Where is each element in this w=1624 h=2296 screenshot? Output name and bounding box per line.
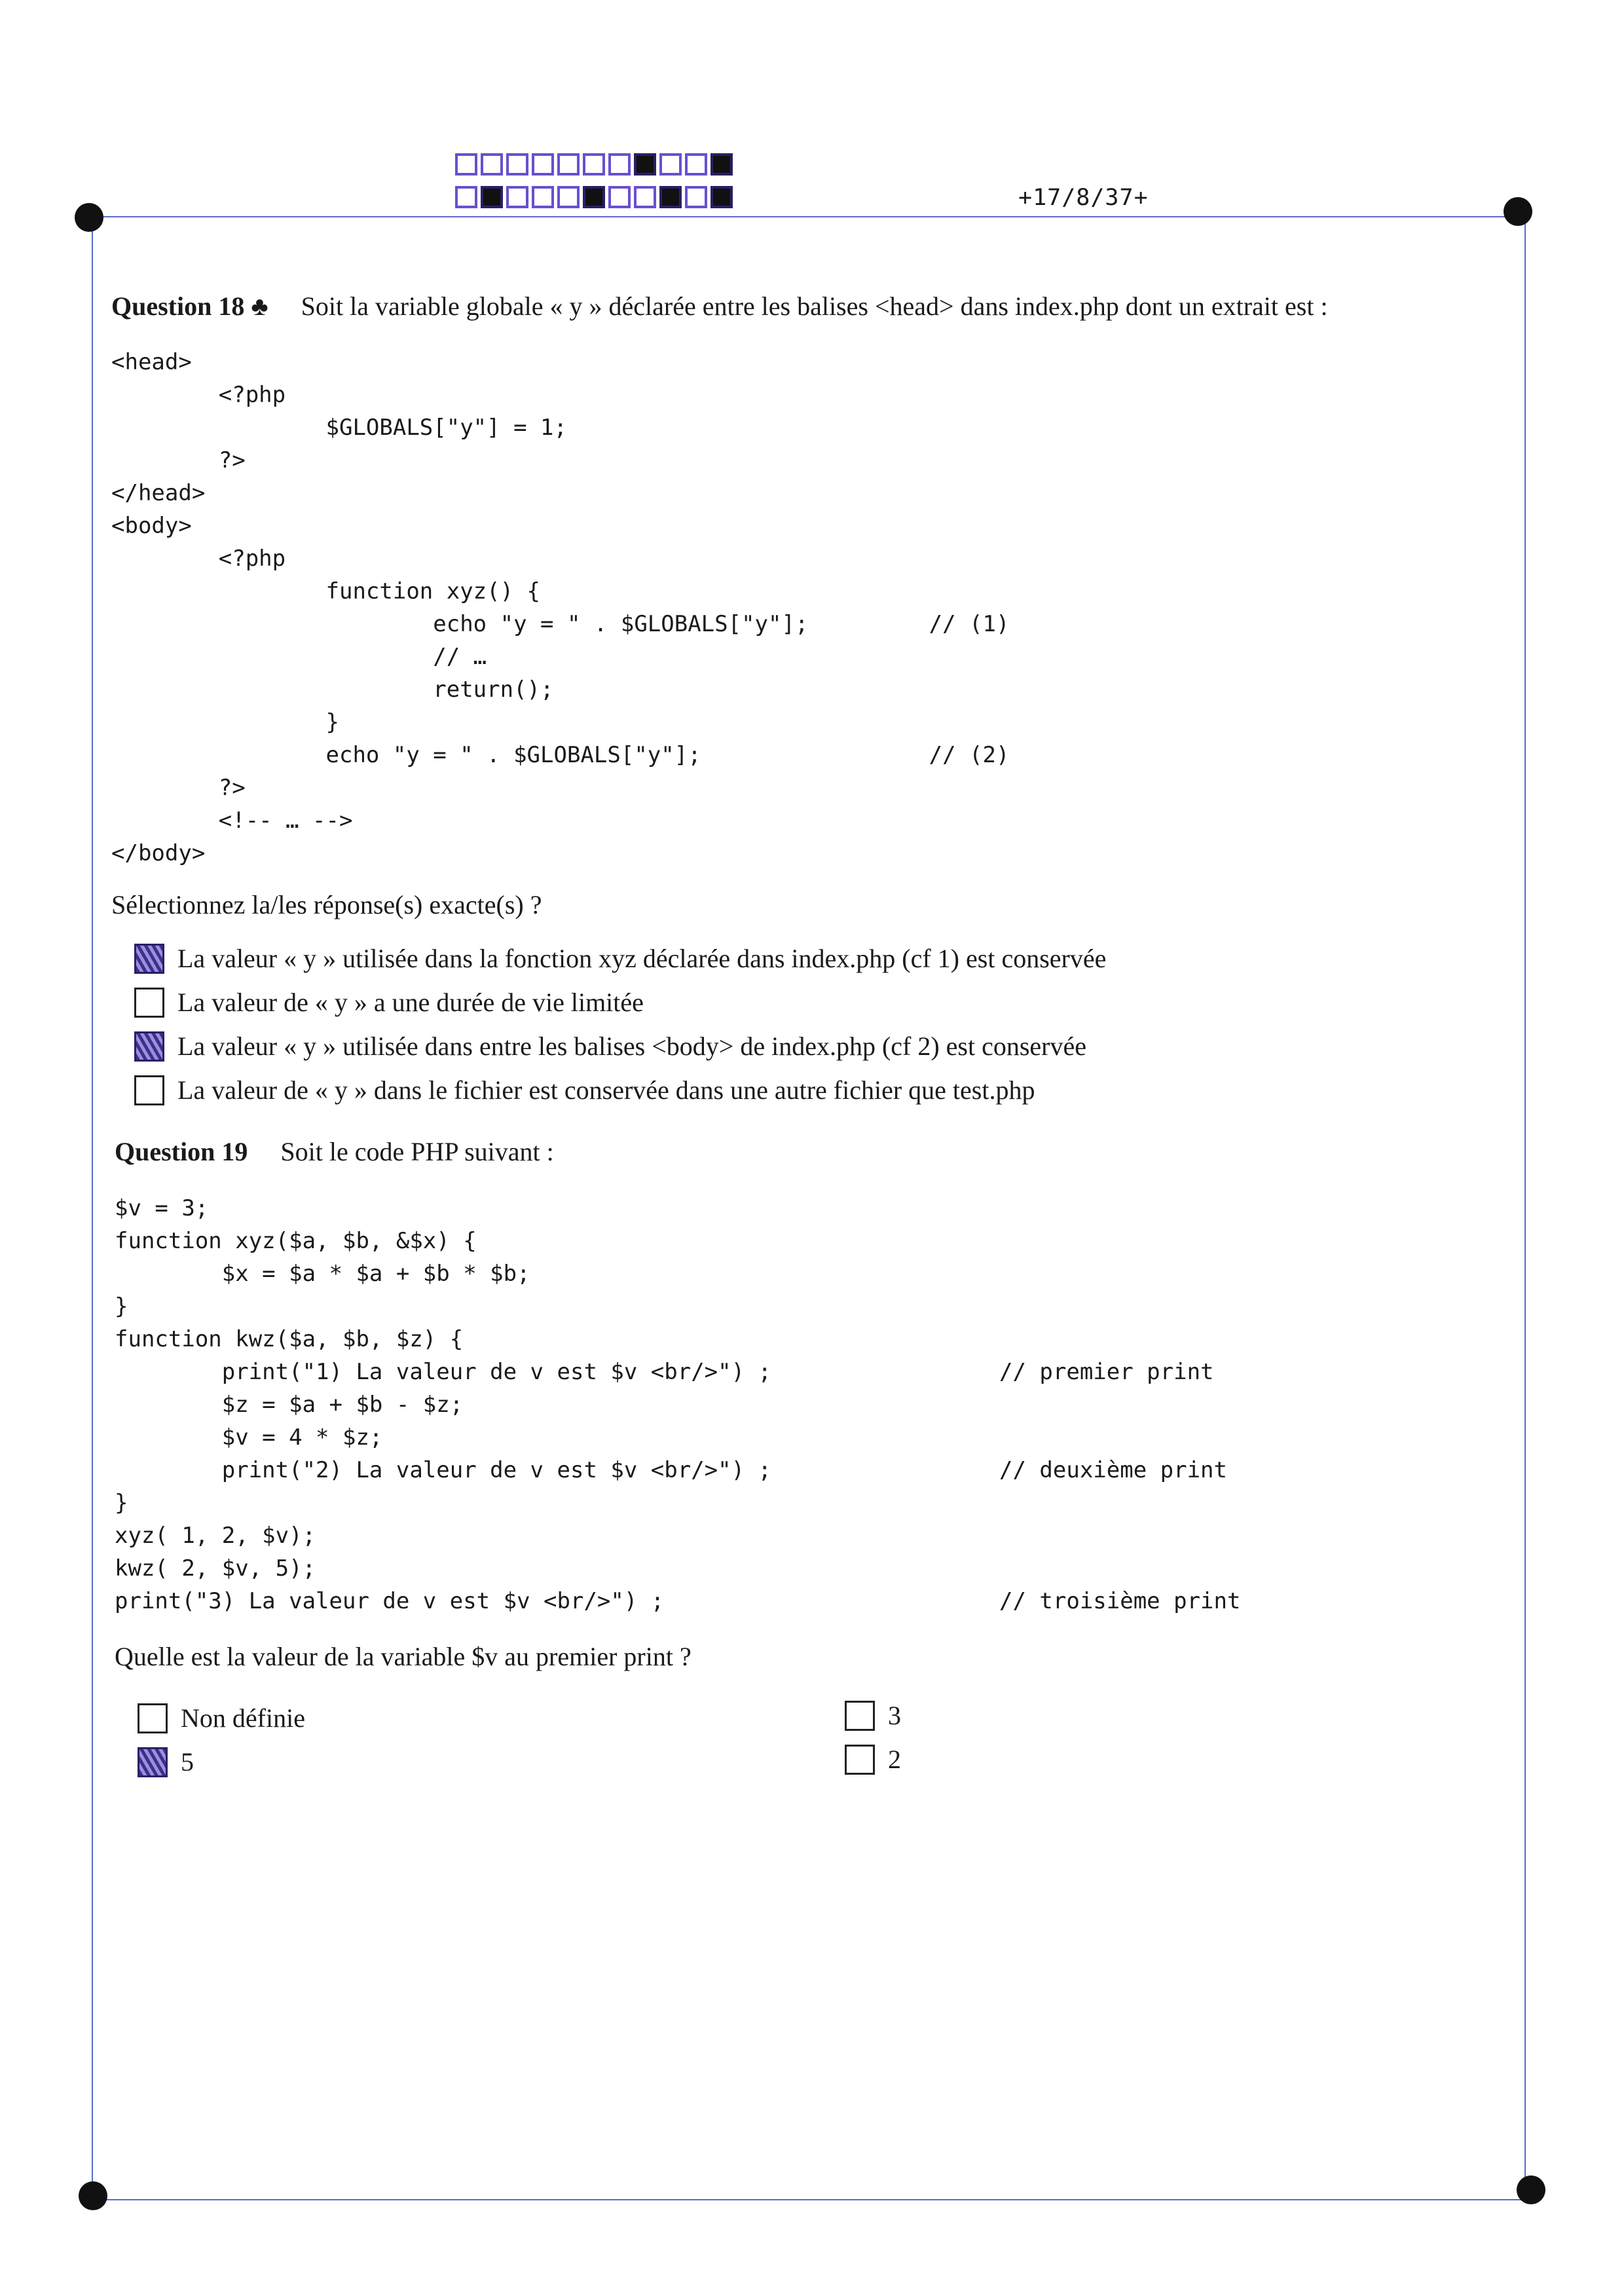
question-18-text: Soit la variable globale « y » déclarée entre les balises <head> dans index.php dont un extrait est :: [301, 291, 1328, 321]
q18-option[interactable]: [134, 1075, 1035, 1105]
question-19-prompt: Quelle est la valeur de la variable $v au premier print ?: [115, 1642, 692, 1671]
barcode-bottom-cell: [634, 186, 656, 208]
sheet-id: +17/8/37+: [1018, 185, 1149, 211]
barcode-top-row: [455, 153, 736, 176]
registration-mark-bottom-right: [1517, 2176, 1545, 2204]
barcode-bottom-cell: [659, 186, 682, 208]
q18-code-line: <?php: [111, 382, 286, 408]
barcode-bottom-cell: [481, 186, 503, 208]
checkbox[interactable]: [138, 1703, 168, 1733]
q19-code-line: $x = $a * $a + $b * $b;: [115, 1261, 530, 1287]
question-18-prompt: Sélectionnez la/les réponse(s) exacte(s) ?: [111, 890, 542, 919]
q18-code-line: ?>: [111, 447, 246, 473]
barcode-bottom-cell: [506, 186, 528, 208]
q19-code-line: print("3) La valeur de v est $v <br/>") ; // troisième print: [115, 1588, 1241, 1614]
q18-option-label: La valeur de « y » a une durée de vie limitée: [177, 988, 644, 1017]
checkbox[interactable]: [845, 1745, 875, 1775]
q18-code-line: // …: [111, 644, 487, 670]
barcode-bottom-row: [455, 186, 736, 208]
q18-code-line: <?php: [111, 546, 286, 572]
checkbox[interactable]: [138, 1747, 168, 1777]
q19-option-label: 5: [181, 1747, 194, 1777]
q19-option-label: Non définie: [181, 1703, 305, 1733]
barcode-bottom-cell: [455, 186, 477, 208]
q18-code-line: </head>: [111, 480, 206, 506]
barcode-bottom-cell: [532, 186, 554, 208]
q18-option[interactable]: [134, 1031, 1086, 1062]
q19-code-line: $v = 3;: [115, 1195, 209, 1221]
q19-code-line: function kwz($a, $b, $z) {: [115, 1326, 464, 1352]
q19-code-line: xyz( 1, 2, $v);: [115, 1523, 316, 1549]
q19-code-line: $z = $a + $b - $z;: [115, 1392, 464, 1418]
barcode-top-cell: [481, 153, 503, 176]
q19-option[interactable]: [138, 1747, 194, 1777]
barcode-top-cell: [659, 153, 682, 176]
q19-code-line: print("1) La valeur de v est $v <br/>") ; // premier print: [115, 1359, 1214, 1385]
q18-code-line: ?>: [111, 775, 246, 801]
checkbox[interactable]: [134, 1075, 164, 1105]
question-19-code: [115, 1192, 1240, 1618]
q18-code-line: $GLOBALS["y"] = 1;: [111, 415, 567, 441]
checkbox[interactable]: [134, 944, 164, 974]
q18-option[interactable]: [134, 943, 1106, 974]
q19-code-line: }: [115, 1293, 128, 1320]
barcode-top-cell: [583, 153, 605, 176]
question-19-header: [115, 1136, 554, 1167]
q18-option-label: La valeur « y » utilisée dans entre les balises <body> de index.php (cf 2) est conservée: [177, 1031, 1087, 1061]
q18-code-line: function xyz() {: [111, 578, 541, 604]
q19-code-line: }: [115, 1490, 128, 1516]
barcode-top-cell: [608, 153, 631, 176]
checkbox[interactable]: [134, 1031, 164, 1062]
q18-option[interactable]: [134, 987, 644, 1018]
q19-code-line: print("2) La valeur de v est $v <br/>") ; // deuxième print: [115, 1457, 1227, 1483]
q18-code-line: }: [111, 709, 339, 735]
barcode-bottom-cell: [608, 186, 631, 208]
barcode-top-cell: [685, 153, 707, 176]
barcode-bottom-cell: [685, 186, 707, 208]
question-18-header: [111, 291, 1328, 322]
question-19-text: Soit le code PHP suivant :: [280, 1137, 554, 1166]
q18-code-line: </body>: [111, 840, 206, 866]
q19-option[interactable]: [138, 1703, 305, 1733]
barcode-top-cell: [455, 153, 477, 176]
barcode-bottom-cell: [583, 186, 605, 208]
q18-option-label: La valeur de « y » dans le fichier est conservée dans une autre fichier que test.php: [177, 1075, 1035, 1105]
q18-code-line: return();: [111, 676, 554, 703]
q19-code-line: $v = 4 * $z;: [115, 1424, 383, 1451]
q18-code-line: echo "y = " . $GLOBALS["y"]; // (1): [111, 611, 1010, 637]
q19-option-label: 3: [888, 1701, 901, 1730]
barcode-top-cell: [506, 153, 528, 176]
q19-option-label: 2: [888, 1745, 901, 1774]
q18-code-line: <body>: [111, 513, 192, 539]
registration-mark-top-left: [75, 203, 103, 232]
barcode-top-cell: [557, 153, 580, 176]
barcode-top-cell: [634, 153, 656, 176]
q18-option-label: La valeur « y » utilisée dans la fonction xyz déclarée dans index.php (cf 1) est conservée: [177, 944, 1107, 973]
q18-code-line: <!-- … -->: [111, 807, 353, 834]
q19-option[interactable]: [845, 1700, 901, 1731]
registration-mark-bottom-left: [79, 2181, 107, 2210]
q18-code-line: <head>: [111, 349, 192, 375]
q19-code-line: kwz( 2, $v, 5);: [115, 1555, 316, 1582]
barcode-top-cell: [532, 153, 554, 176]
q18-code-line: echo "y = " . $GLOBALS["y"]; // (2): [111, 742, 1010, 768]
q19-code-line: function xyz($a, $b, &$x) {: [115, 1228, 477, 1254]
checkbox[interactable]: [845, 1701, 875, 1731]
q19-option[interactable]: [845, 1744, 901, 1775]
registration-mark-top-right: [1504, 197, 1532, 226]
question-18-code: [111, 346, 1009, 870]
barcode-bottom-cell: [710, 186, 733, 208]
question-19-label: Question 19: [115, 1137, 248, 1166]
checkbox[interactable]: [134, 988, 164, 1018]
barcode-top-cell: [710, 153, 733, 176]
barcode-bottom-cell: [557, 186, 580, 208]
question-18-label: Question 18 ♣: [111, 291, 268, 321]
